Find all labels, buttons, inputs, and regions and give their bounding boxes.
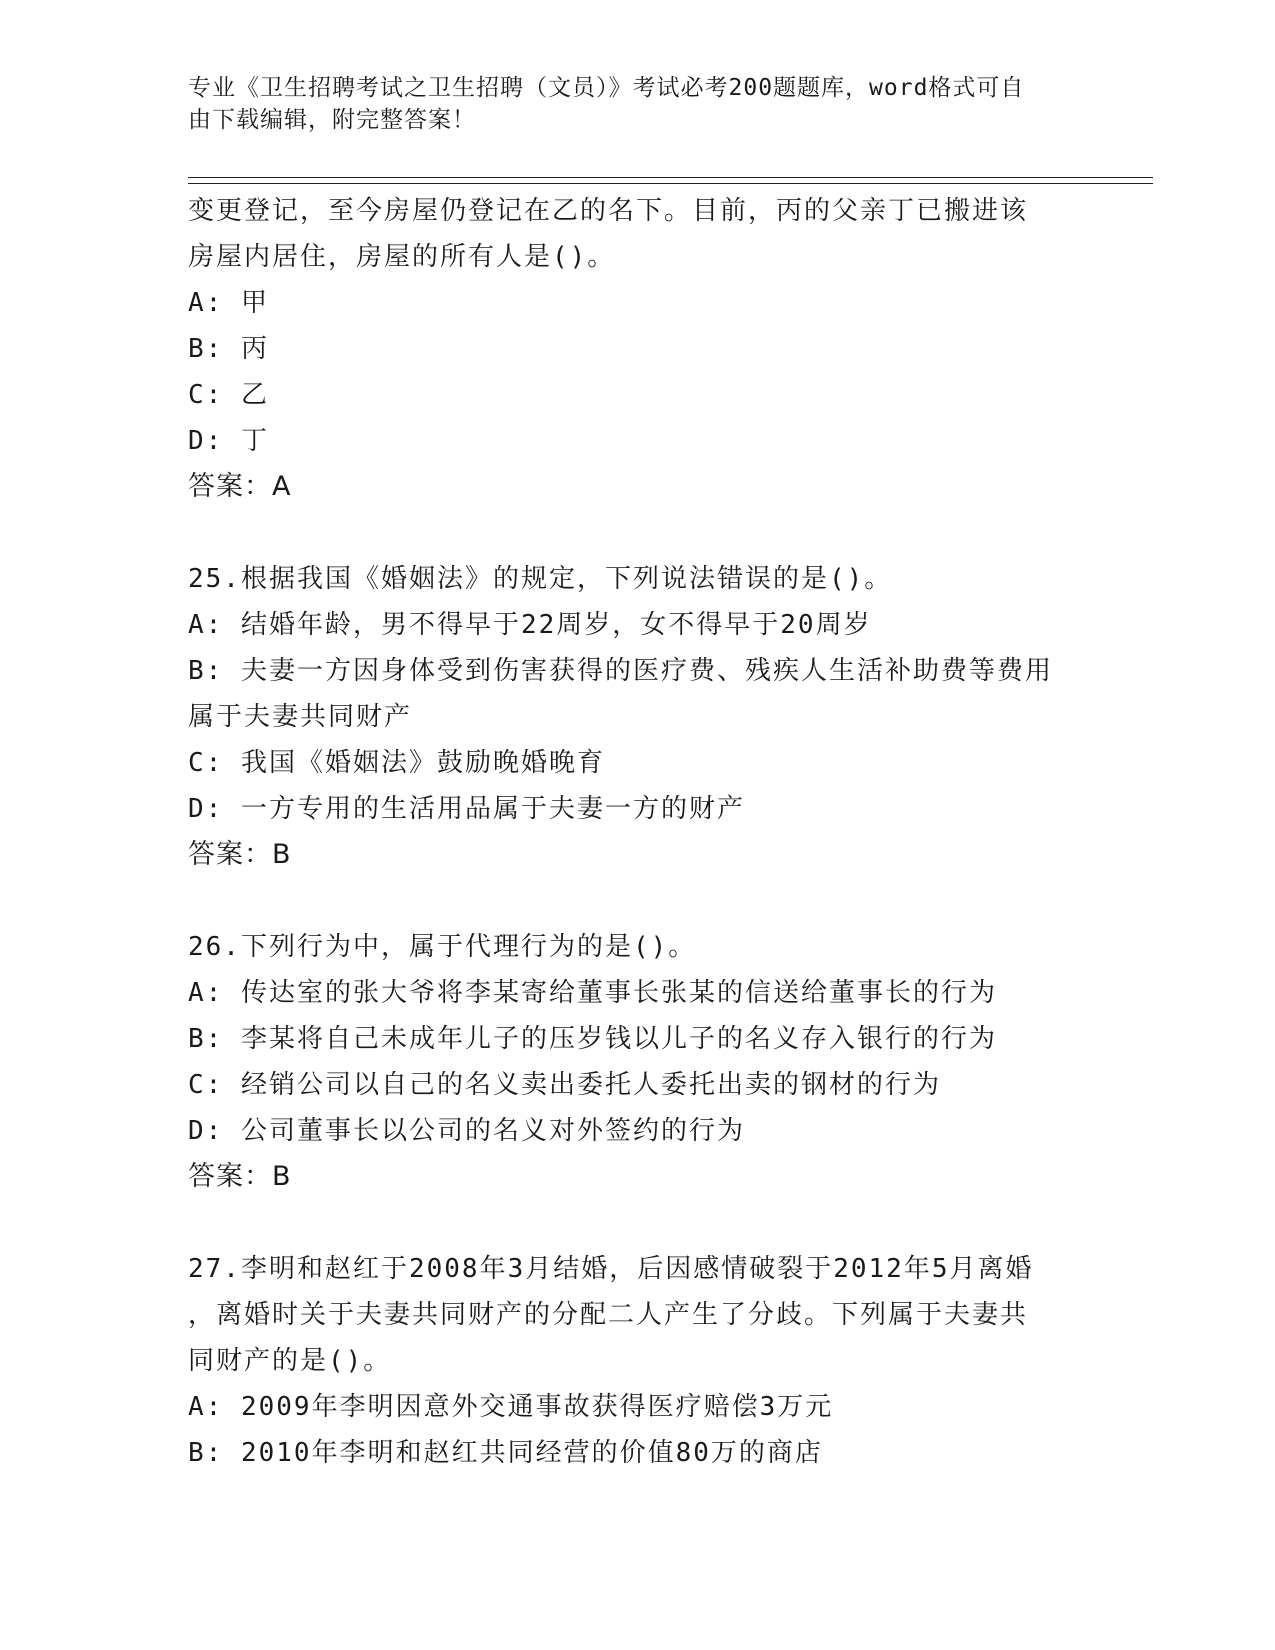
header-rule-bottom <box>188 183 1153 184</box>
option-b: B: 李某将自己未成年儿子的压岁钱以儿子的名义存入银行的行为 <box>188 1024 997 1054</box>
option-d: D: 丁 <box>188 426 269 456</box>
question-stem: 25.根据我国《婚姻法》的规定，下列说法错误的是()。 <box>188 564 893 594</box>
header-line-1: 专业《卫生招聘考试之卫生招聘（文员）》考试必考200题题库，word格式可自 <box>188 75 1025 101</box>
question-stem-line: 27.李明和赵红于2008年3月结婚，后因感情破裂于2012年5月离婚 <box>188 1254 1034 1284</box>
question-25 <box>188 556 1088 878</box>
option-c: C: 经销公司以自己的名义卖出委托人委托出卖的钢材的行为 <box>188 1070 941 1100</box>
option-a: A: 传达室的张大爷将李某寄给董事长张某的信送给董事长的行为 <box>188 978 997 1008</box>
question-stem-line: 变更登记，至今房屋仍登记在乙的名下。目前，丙的父亲丁已搬进该 <box>188 196 1029 226</box>
question-26 <box>188 924 1088 1200</box>
spacer <box>188 1200 1088 1246</box>
option-b-continued: 属于夫妻共同财产 <box>188 702 413 732</box>
question-stem-line: 同财产的是()。 <box>188 1346 392 1376</box>
option-c: C: 我国《婚姻法》鼓励晚婚晚育 <box>188 748 605 778</box>
option-d: D: 公司董事长以公司的名义对外签约的行为 <box>188 1116 745 1146</box>
option-d: D: 一方专用的生活用品属于夫妻一方的财产 <box>188 794 745 824</box>
document-body <box>188 188 1088 1476</box>
option-a: A: 甲 <box>188 288 269 318</box>
question-stem: 26.下列行为中，属于代理行为的是()。 <box>188 932 697 962</box>
option-b: B: 夫妻一方因身体受到伤害获得的医疗费、残疾人生活补助费等费用 <box>188 656 1053 686</box>
answer: 答案：B <box>188 839 292 870</box>
option-a: A: 2009年李明因意外交通事故获得医疗赔偿3万元 <box>188 1392 834 1422</box>
question-stem-line: ，离婚时关于夫妻共同财产的分配二人产生了分歧。下列属于夫妻共 <box>188 1300 1029 1330</box>
header-rule-top <box>188 177 1153 178</box>
option-c: C: 乙 <box>188 380 269 410</box>
option-a: A: 结婚年龄，男不得早于22周岁，女不得早于20周岁 <box>188 610 872 640</box>
answer: 答案：B <box>188 1161 292 1192</box>
spacer <box>188 510 1088 556</box>
option-b: B: 丙 <box>188 334 269 364</box>
question-24 <box>188 188 1088 510</box>
document-header <box>188 72 1088 136</box>
question-stem-line: 房屋内居住，房屋的所有人是()。 <box>188 242 616 272</box>
header-line-2: 由下载编辑，附完整答案！ <box>188 107 476 133</box>
answer: 答案：A <box>188 471 292 502</box>
option-b: B: 2010年李明和赵红共同经营的价值80万的商店 <box>188 1438 823 1468</box>
spacer <box>188 878 1088 924</box>
question-27 <box>188 1246 1088 1476</box>
